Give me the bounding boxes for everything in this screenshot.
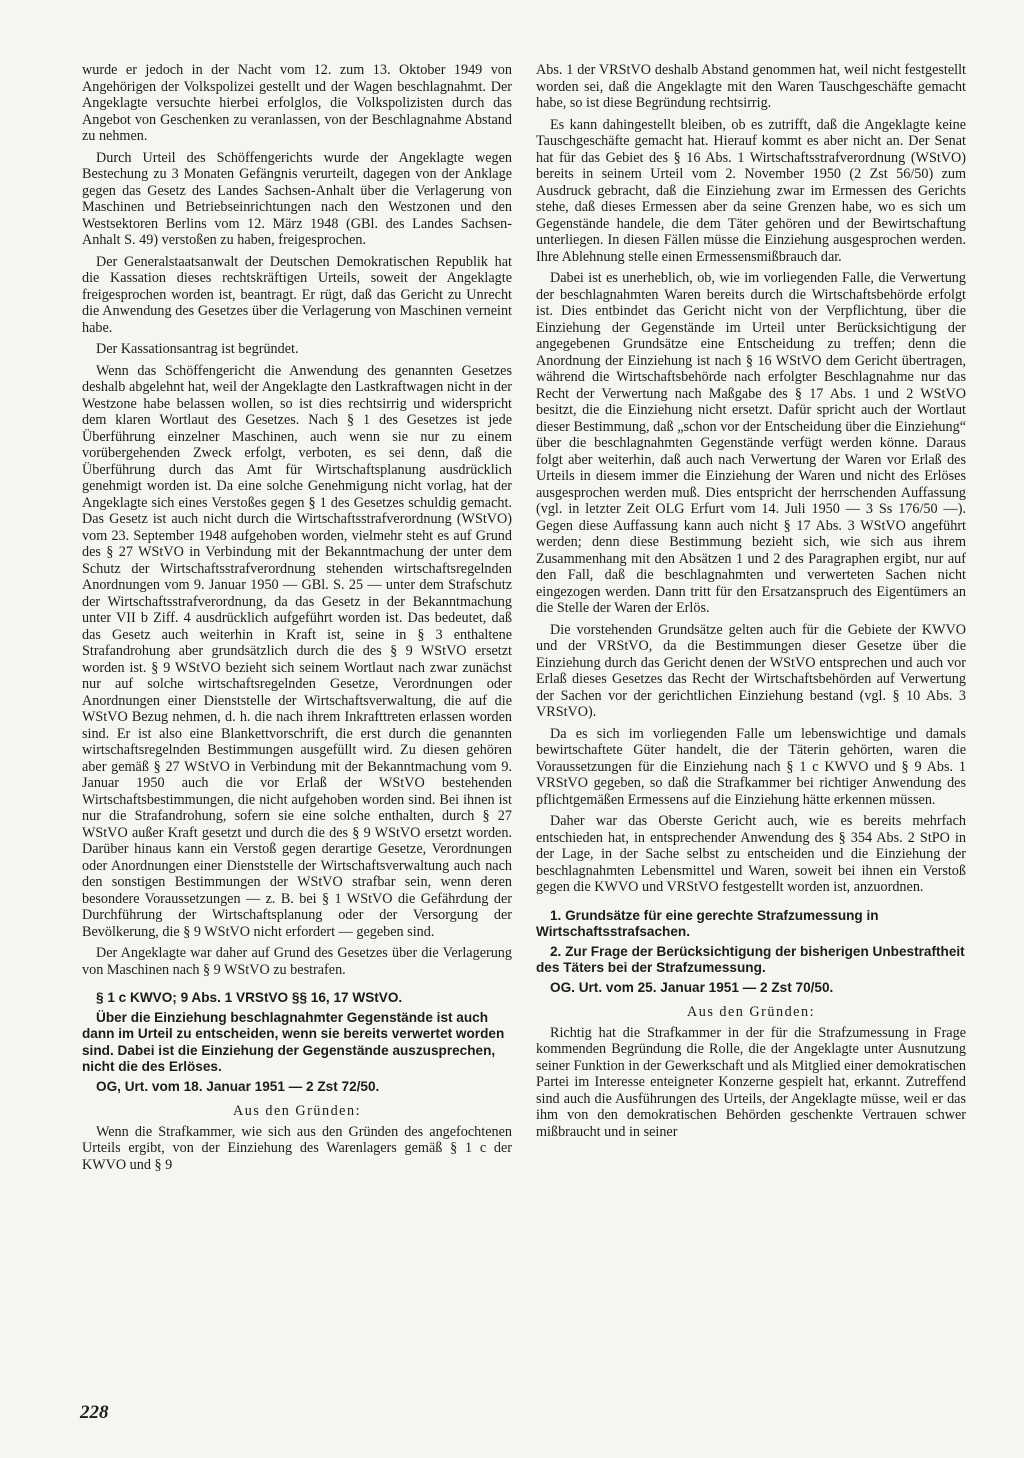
court-citation: OG, Urt. vom 18. Januar 1951 — 2 Zst 72/50.: [96, 1078, 380, 1094]
paragraph: Wenn das Schöffengericht die Anwendung des genannten Gesetzes deshalb abgelehnt hat, weil der Angeklagte den Lastkraftwagen nicht in der Westzone habe belassen wollen, so ist dies rechtsirrig und widerspricht dem klaren Wortlaut des Gesetzes. Nach § 1 des Gesetzes ist jede Überführung einzelner Maschinen, auch wenn sie nur zu einem vorübergehenden Zweck erfolgt, verboten, es sei denn, daß die Überführung durch das Amt für Wirtschaftsplanung ausdrücklich genehmigt worden ist. Da eine solche Genehmigung nicht vorlag, hat der Angeklagte sich eines Verstoßes gegen § 1 des Gesetzes schuldig gemacht. Das Gesetz ist auch nicht durch die Wirtschaftsstrafverordnung (WStVO) vom 23. September 1948 aufgehoben worden, vielmehr steht es auf Grund des § 27 WStVO in Verbindung mit der Bekanntmachung der unter dem Schutz der Wirtschaftsstrafverordnung stehenden wirtschaftsregelnden Anordnungen vom 9. Januar 1950 — GBl. S. 25 — unter dem Strafschutz der Wirtschaftsstrafverordnung, da das Gesetz in der Bekanntmachung unter VII b Ziff. 4 ausdrücklich aufgeführt worden ist. Das bedeutet, daß das Gesetz auch weiterhin in Kraft ist, seine in § 3 enthaltene Strafandrohung aber grundsätzlich durch die des § 9 WStVO ersetzt worden ist. § 9 WStVO bezieht sich seinem Wortlaut nach zwar zunächst nur auf solche wirtschaftsregelnden Gesetze, Verordnungen oder Anordnungen einer Dienststelle der Wirtschaftsverwaltung, die auf die WStVO Bezug nehmen, d. h. die nach ihrem Inkrafttreten erlassen worden sind. Er ist also eine Blankettvorschrift, die erst durch die genannten wirtschaftsregelnden Bestimmungen ausgefüllt wird. Zu diesen gehören aber gemäß § 27 WStVO in Verbindung mit der Bekanntmachung vom 9. Januar 1950 auch die vor Erlaß der WStVO bestehenden Wirtschaftsbestimmungen, die nicht aufgehoben worden sind. Bei ihnen ist nur die Strafandrohung, sofern sie eine solche enthalten, durch § 27 WStVO außer Kraft gesetzt und durch die des § 9 WStVO ersetzt worden. Darüber hinaus kann ein Verstoß gegen derartige Gesetze, Verordnungen oder Anordnungen einer Dienststelle der Wirtschaftsverwaltung auch nach den sonstigen Bestimmungen der WStVO strafbar sein, wenn deren besondere Voraussetzungen — z. B. bei § 1 WStVO die Gefährdung der Durchführung der Wirtschaftsplanung oder der Versorgung der Bevölkerung, die § 9 WStVO nicht erfordert — gegeben sind.: [82, 362, 512, 940]
paragraph: Der Kassationsantrag ist begründet.: [96, 341, 299, 357]
left-column: [82, 62, 512, 1178]
page-number: 228: [80, 1402, 109, 1423]
paragraph: Dabei ist es unerheblich, ob, wie im vorliegenden Falle, die Verwertung der beschlagnahmten Waren bereits durch die Wirtschaftsbehörde erfolgt ist. Dies entbindet das Gericht nicht von der Verpflichtung, über die Einziehung der Gegenstände im Urteil unter Berücksichtigung der angegebenen Grundsätze eine Entscheidung zu treffen; denn die Anordnung der Einziehung ist nach § 16 WStVO dem Gericht übertragen, während die Wirtschaftsbehörde nach erfolgter Beschlagnahme nur das Recht der Verwertung nach Maßgabe des § 17 Abs. 1 und 2 WStVO besitzt, die die Einziehung nicht ersetzt. Dafür spricht auch der Wortlaut dieser Bestimmung, daß „schon vor der Entscheidung über die Einziehung“ über die beschlagnahmten Gegenstände verfügt werden könne. Daraus folgt aber weiterhin, daß auch nach Verwertung der Waren vor Erlaß des Urteils in diesem immer die Einziehung der Waren und nicht des Erlöses ausgesprochen werden muß. Dies entspricht der herrschenden Auffassung (vgl. in letzter Zeit OLG Erfurt vom 14. Juli 1950 — 3 Ss 176/50 —). Gegen diese Auffassung kann auch nicht § 17 Abs. 3 WStVO angeführt werden; denn diese Bestimmung bezieht sich, wie sich aus ihrem Zusammenhang mit den Absätzen 1 und 2 des Paragraphen ergibt, nur auf den Fall, daß die beschlagnahmten und verwerteten Sachen nicht eingezogen werden. Dann tritt für den Ersatzanspruch des Eigentümers an die Stelle der Waren der Erlös.: [536, 270, 966, 616]
paragraph: Daher war das Oberste Gericht auch, wie es bereits mehrfach entschieden hat, in entsprechender Anwendung des § 354 Abs. 2 StPO in der Lage, in der Sache selbst zu entscheiden und die Einziehung der beschlagnahmten Lebensmittel und Waren, soweit bei ihnen ein Verstoß gegen die KWVO und VRStVO festgestellt worden ist, anzuordnen.: [536, 813, 966, 895]
paragraph: Der Generalstaatsanwalt der Deutschen Demokratischen Republik hat die Kassation dieses rechtskräftigen Urteils, soweit der Angeklagte freigesprochen worden ist, beantragt. Er rügt, daß das Gericht zu Unrecht die Anwendung des Gesetzes über die Verlagerung von Maschinen verneint habe.: [82, 253, 512, 336]
section-heading: § 1 c KWVO; 9 Abs. 1 VRStVO §§ 16, 17 WStVO.: [96, 990, 403, 1005]
subheading: Aus den Gründen:: [686, 1004, 816, 1020]
section-headnote: Über die Einziehung beschlagnahmter Gegenstände ist auch dann im Urteil zu entscheiden, wenn sie bereits verwertet worden sind. Dabei ist die Einziehung der Gegenstände auszusprechen, nicht die des Erlöses.: [82, 1009, 505, 1074]
paragraph: Richtig hat die Strafkammer in der für die Strafzumessung in Frage kommenden Begründung die Rolle, die der Angeklagte unter Ausnutzung seiner Funktion in der Gewerkschaft und als Mitglied einer demokratischen Partei im Interesse enteigneter Konzerne gespielt hat, erkannt. Zutreffend sind auch die Ausführungen des Urteils, der Angeklagte müsse, weil er das ihm von den demokratischen Behörden geschenkte Vertrauen schwer mißbraucht und in seiner: [536, 1024, 966, 1140]
section-headnote: 2. Zur Frage der Berücksichtigung der bisherigen Unbestraftheit des Täters bei der Strafzumessung.: [536, 943, 965, 975]
paragraph: Durch Urteil des Schöffengerichts wurde der Angeklagte wegen Bestechung zu 3 Monaten Gefängnis verurteilt, dagegen von der Anklage gegen das Gesetz des Landes Sachsen-Anhalt über die Verlagerung von Maschinen und Betriebseinrichtungen nach den Westzonen und den Westsektoren Berlins vom 12. März 1948 (GBl. des Landes Sachsen-Anhalt S. 49) verstoßen zu haben, freigesprochen.: [82, 149, 512, 248]
paragraph: Der Angeklagte war daher auf Grund des Gesetzes über die Verlagerung von Maschinen nach § 9 WStVO zu bestrafen.: [82, 945, 512, 978]
right-column: [536, 62, 966, 1145]
paragraph: Es kann dahingestellt bleiben, ob es zutrifft, daß die Angeklagte keine Tauschgeschäfte gemacht hat. Hierauf kommt es aber nicht an. Der Senat hat für das Gebiet des § 16 Abs. 1 Wirtschaftsstrafverordnung (WStVO) bereits in seinem Urteil vom 2. November 1950 (2 Zst 56/50) zum Ausdruck gebracht, daß die Einziehung zwar im Ermessen des Gerichts stehe, daß dieses Ermessen aber da seine Grenzen habe, wo es sich um Gegenstände handele, die dem Täter gehören und der Bewirtschaftung unterliegen. In diesen Fällen müsse die Einziehung ausgesprochen werden. Ihre Ablehnung stelle einen Ermessensmißbrauch dar.: [536, 116, 966, 265]
subheading: Aus den Gründen:: [232, 1103, 362, 1119]
section-heading: 1. Grundsätze für eine gerechte Strafzumessung in Wirtschaftsstrafsachen.: [536, 907, 879, 939]
paragraph: Wenn die Strafkammer, wie sich aus den Gründen des angefochtenen Urteils ergibt, von der Einziehung des Warenlagers gemäß § 1 c der KWVO und § 9: [82, 1123, 512, 1173]
paragraph: Da es sich im vorliegenden Falle um lebenswichtige und damals bewirtschaftete Güter handelt, die der Täterin gehörten, waren die Voraussetzungen für die Einziehung nach § 1 c KWVO und § 9 Abs. 1 VRStVO gegeben, so daß die Strafkammer bei richtiger Anwendung des pflichtgemäßen Ermessens auf die Einziehung hätte erkennen müssen.: [536, 725, 966, 808]
paragraph: Die vorstehenden Grundsätze gelten auch für die Gebiete der KWVO und der VRStVO, da die Bestimmungen dieser Gesetze über die Einziehung durch das Gericht denen der WStVO entsprechen und auch vor Erlaß dieses Gesetzes das Recht der Wirtschaftsbehörden auf Verwertung der Sachen vor der gerichtlichen Einziehung bestand (vgl. § 10 Abs. 3 VRStVO).: [536, 621, 966, 720]
court-citation: OG. Urt. vom 25. Januar 1951 — 2 Zst 70/50.: [550, 979, 834, 995]
paragraph: Abs. 1 der VRStVO deshalb Abstand genommen hat, weil nicht festgestellt worden sei, daß die Angeklagte mit den Waren Tauschgeschäfte gemacht habe, so ist diese Begründung rechtsirrig.: [536, 62, 966, 111]
paragraph: wurde er jedoch in der Nacht vom 12. zum 13. Oktober 1949 von Angehörigen der Volkspolizei gestellt und der Wagen beschlagnahmt. Der Angeklagte versuchte hierbei erfolglos, die Volkspolizisten durch das Angebot von Geschenken zu veranlassen, von der Beschlagnahme Abstand zu nehmen.: [82, 62, 512, 144]
